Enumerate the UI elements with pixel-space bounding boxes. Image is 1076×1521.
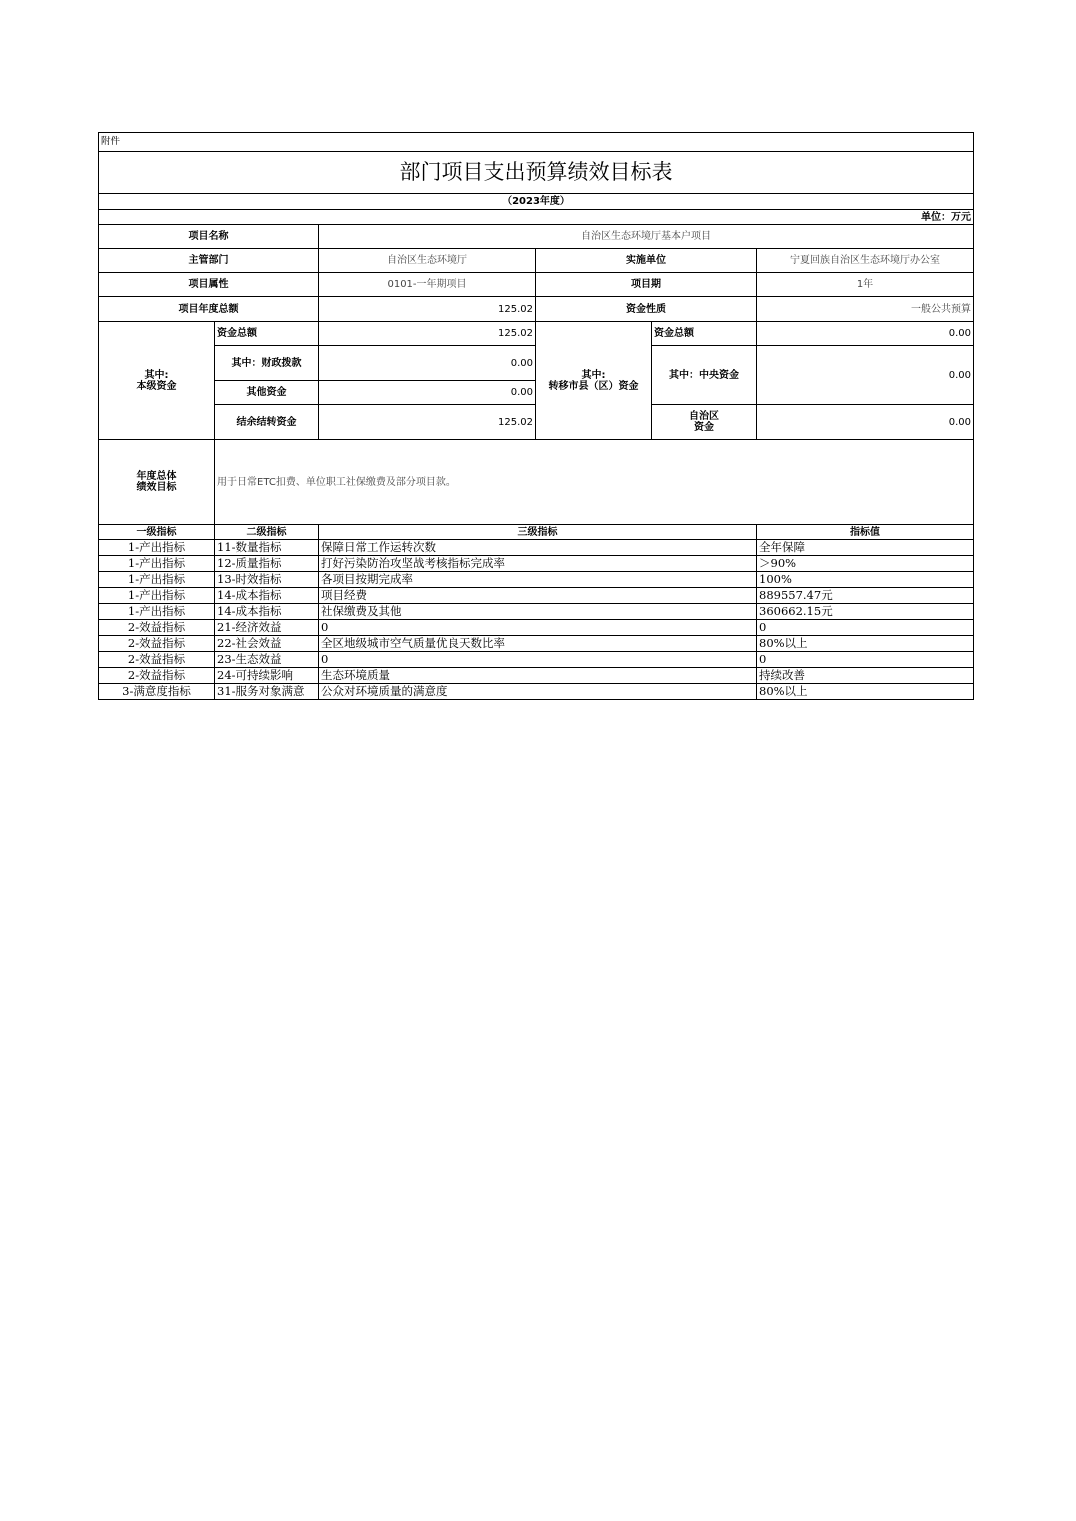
- region-value: 0.00: [757, 405, 974, 440]
- goal-text: 用于日常ETC扣费、单位职工社保缴费及部分项目款。: [215, 440, 974, 525]
- table-row: [99, 620, 974, 636]
- goal-label-line2: 绩效目标: [136, 482, 177, 493]
- indicator-header-level2: 二级指标: [215, 525, 319, 540]
- budget-table: [98, 132, 974, 700]
- project-name-label: 项目名称: [99, 225, 319, 249]
- region-funds-label-line2: 资金: [694, 422, 714, 433]
- indicator-value: 全年保障: [757, 540, 974, 556]
- indicator-level1: 3-满意度指标: [99, 684, 215, 700]
- indicator-level2: 13-时效指标: [215, 572, 319, 588]
- nature-label: 资金性质: [536, 297, 757, 322]
- transfer-funds-label-line1: 其中:: [581, 369, 606, 381]
- region-funds-label-line1: 自治区: [689, 411, 719, 422]
- attachment-label: 附件: [99, 133, 974, 152]
- indicator-level1: 2-效益指标: [99, 620, 215, 636]
- indicator-level3: 社保缴费及其他: [319, 604, 757, 620]
- table-row: [99, 652, 974, 668]
- indicator-level3: 公众对环境质量的满意度: [319, 684, 757, 700]
- indicator-level1: 1-产出指标: [99, 540, 215, 556]
- indicator-value: 889557.47元: [757, 588, 974, 604]
- carryover-value: 125.02: [319, 405, 536, 440]
- period-label: 项目期: [536, 273, 757, 297]
- indicator-level2: 22-社会效益: [215, 636, 319, 652]
- indicator-header-level1: 一级指标: [99, 525, 215, 540]
- attr-label: 项目属性: [99, 273, 319, 297]
- indicator-level3: 各项目按期完成率: [319, 572, 757, 588]
- table-row: [99, 684, 974, 700]
- central-label: 其中：中央资金: [652, 346, 757, 405]
- indicator-level3: 生态环境质量: [319, 668, 757, 684]
- indicator-header-value: 指标值: [757, 525, 974, 540]
- indicator-level2: 14-成本指标: [215, 604, 319, 620]
- indicator-value: 100%: [757, 572, 974, 588]
- indicator-level3: 打好污染防治攻坚战考核指标完成率: [319, 556, 757, 572]
- local-funds-label: [99, 322, 215, 440]
- indicator-level1: 1-产出指标: [99, 588, 215, 604]
- indicator-level3: 全区地级城市空气质量优良天数比率: [319, 636, 757, 652]
- fiscal-label: 其中：财政拨款: [215, 346, 319, 381]
- indicator-level3: 保障日常工作运转次数: [319, 540, 757, 556]
- project-name-value: 自治区生态环境厅基本户项目: [319, 225, 974, 249]
- indicator-level2: 24-可持续影响: [215, 668, 319, 684]
- indicator-level2: 21-经济效益: [215, 620, 319, 636]
- transfer-total-value: 0.00: [757, 322, 974, 346]
- table-row: [99, 668, 974, 684]
- attr-value: 0101-一年期项目: [319, 273, 536, 297]
- carryover-label: 结余结转资金: [215, 405, 319, 440]
- region-funds-label: [652, 405, 757, 440]
- local-funds-label-line2: 本级资金: [136, 380, 177, 392]
- indicator-value: ＞90%: [757, 556, 974, 572]
- table-row: [99, 604, 974, 620]
- indicator-level3: 0: [319, 620, 757, 636]
- indicator-level3: 项目经费: [319, 588, 757, 604]
- indicator-level1: 1-产出指标: [99, 572, 215, 588]
- fund-total-value: 125.02: [319, 322, 536, 346]
- fiscal-value: 0.00: [319, 346, 536, 381]
- transfer-funds-label: [536, 322, 652, 440]
- performance-target-sheet: [98, 132, 973, 700]
- goal-label-line1: 年度总体: [136, 471, 177, 482]
- total-label: 项目年度总额: [99, 297, 319, 322]
- table-row: [99, 572, 974, 588]
- indicator-level3: 0: [319, 652, 757, 668]
- indicator-level2: 23-生态效益: [215, 652, 319, 668]
- central-value: 0.00: [757, 346, 974, 405]
- indicator-value: 持续改善: [757, 668, 974, 684]
- dept-value: 自治区生态环境厅: [319, 249, 536, 273]
- transfer-total-label: 资金总额: [652, 322, 757, 346]
- impl-label: 实施单位: [536, 249, 757, 273]
- period-value: 1年: [757, 273, 974, 297]
- table-row: [99, 588, 974, 604]
- indicator-level1: 1-产出指标: [99, 556, 215, 572]
- local-funds-label-line1: 其中:: [144, 369, 169, 381]
- indicator-level2: 31-服务对象满意: [215, 684, 319, 700]
- year-label: （2023年度）: [99, 194, 974, 210]
- fund-total-label: 资金总额: [215, 322, 319, 346]
- indicator-value: 360662.15元: [757, 604, 974, 620]
- indicator-header-level3: 三级指标: [319, 525, 757, 540]
- indicator-level2: 11-数量指标: [215, 540, 319, 556]
- dept-label: 主管部门: [99, 249, 319, 273]
- table-row: [99, 636, 974, 652]
- indicator-value: 80%以上: [757, 684, 974, 700]
- unit-label: 单位：万元: [99, 210, 974, 225]
- indicator-value: 0: [757, 620, 974, 636]
- indicator-value: 0: [757, 652, 974, 668]
- indicator-level2: 14-成本指标: [215, 588, 319, 604]
- transfer-funds-label-line2: 转移市县（区）资金: [548, 380, 639, 392]
- impl-value: 宁夏回族自治区生态环境厅办公室: [757, 249, 974, 273]
- page-title: 部门项目支出预算绩效目标表: [99, 152, 974, 194]
- indicator-level1: 1-产出指标: [99, 604, 215, 620]
- table-row: [99, 540, 974, 556]
- other-value: 0.00: [319, 381, 536, 405]
- total-value: 125.02: [319, 297, 536, 322]
- indicator-level2: 12-质量指标: [215, 556, 319, 572]
- table-row: [99, 556, 974, 572]
- indicator-level1: 2-效益指标: [99, 668, 215, 684]
- indicator-level1: 2-效益指标: [99, 652, 215, 668]
- nature-value: 一般公共预算: [757, 297, 974, 322]
- indicator-value: 80%以上: [757, 636, 974, 652]
- indicator-rows: [99, 540, 974, 700]
- indicator-level1: 2-效益指标: [99, 636, 215, 652]
- goal-label: [99, 440, 215, 525]
- other-label: 其他资金: [215, 381, 319, 405]
